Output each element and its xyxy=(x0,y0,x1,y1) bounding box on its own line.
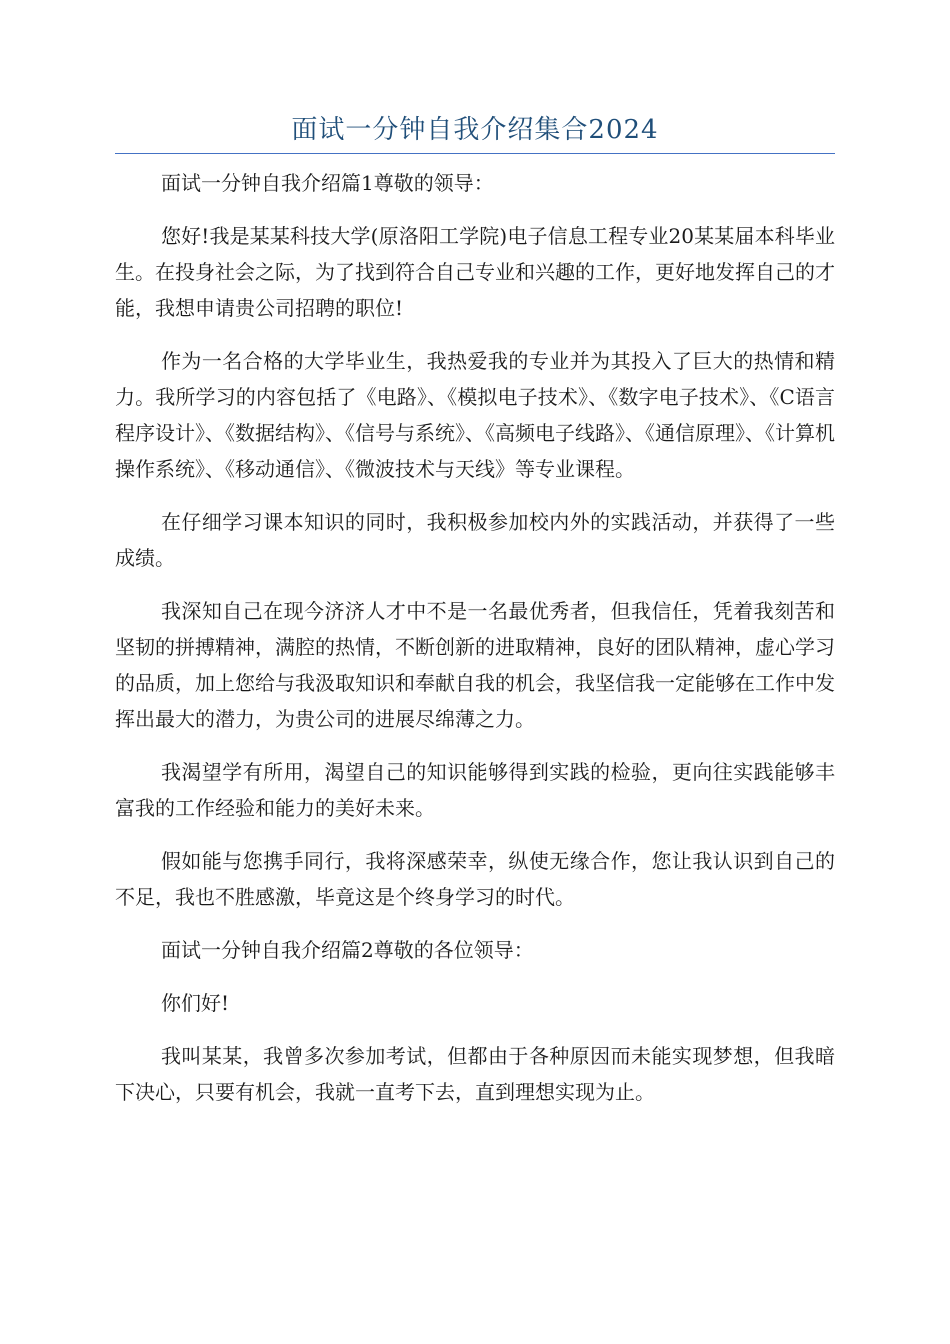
paragraph-aspiration: 我渴望学有所用，渴望自己的知识能够得到实践的检验，更向往实践能够丰富我的工作经验和能力的美好未来。 xyxy=(115,760,835,820)
paragraph-section2-heading: 面试一分钟自我介绍篇2尊敬的各位领导： xyxy=(161,938,534,962)
document-body xyxy=(115,165,835,1127)
paragraph-hello: 你们好! xyxy=(161,991,230,1015)
document-title: 面试一分钟自我介绍集合2024 xyxy=(291,115,659,145)
paragraph-confidence: 我深知自己在现今济济人才中不是一名最优秀者，但我信任，凭着我刻苦和坚韧的拼搏精神，满腔的热情，不断创新的进取精神，良好的团队精神，虚心学习的品质，加上您给与我汲取知识和奉献自我的机会，我坚信我一定能够在工作中发挥出最大的潜力，为贵公司的进展尽绵薄之力。 xyxy=(115,599,835,731)
paragraph-practice: 在仔细学习课本知识的同时，我积极参加校内外的实践活动，并获得了一些成绩。 xyxy=(115,510,835,570)
paragraph-closing: 假如能与您携手同行，我将深感荣幸，纵使无缘合作，您让我认识到自己的不足，我也不胜感激，毕竟这是个终身学习的时代。 xyxy=(115,849,835,909)
paragraph-courses: 作为一名合格的大学毕业生，我热爱我的专业并为其投入了巨大的热情和精力。我所学习的内容包括了《电路》、《模拟电子技术》、《数字电子技术》、《C语言程序设计》、《数据结构》、《信号与系统》、《高频电子线路》、《通信原理》、《计算机操作系统》、《移动通信》、《微波技术与天线》等专业课程。 xyxy=(115,349,835,481)
paragraph-section1-heading: 面试一分钟自我介绍篇1尊敬的领导： xyxy=(161,171,494,195)
title-underline xyxy=(115,153,835,154)
paragraph-greeting: 您好!我是某某科技大学(原洛阳工学院)电子信息工程专业20某某届本科毕业生。在投身社会之际，为了找到符合自己专业和兴趣的工作，更好地发挥自己的才能，我想申请贵公司招聘的职位! xyxy=(115,224,835,320)
paragraph-introduction: 我叫某某，我曾多次参加考试，但都由于各种原因而未能实现梦想，但我暗下决心，只要有机会，我就一直考下去，直到理想实现为止。 xyxy=(115,1044,835,1104)
